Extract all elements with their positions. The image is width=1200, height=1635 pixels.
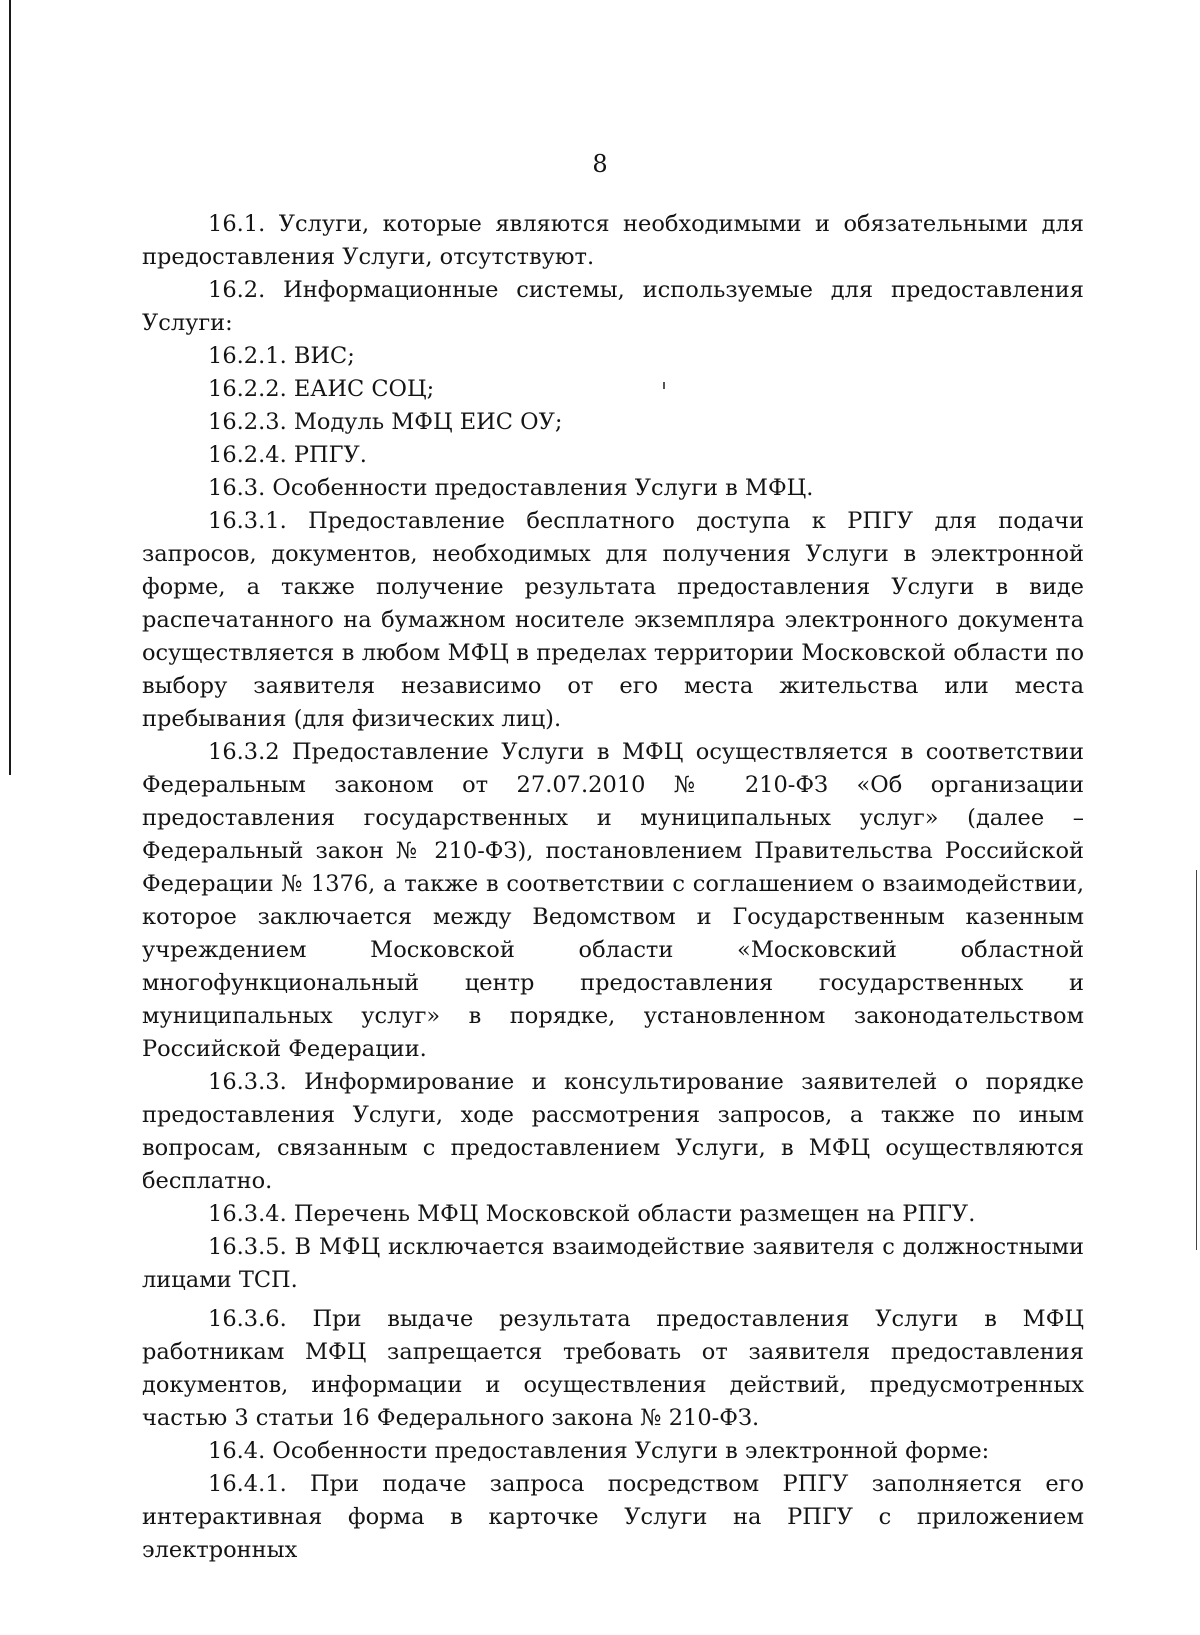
scan-edge-right: [1196, 870, 1197, 1250]
paragraph-16-3-5: 16.3.5. В МФЦ исключается взаимодействие заявителя с должностными лицами ТСП.: [142, 1234, 1084, 1293]
paragraph-16-3-6: 16.3.6. При выдаче результата предоставления Услуги в МФЦ работникам МФЦ запрещается требовать от заявителя предоставления документов, информации и осуществления действий, предусмотренных частью 3 статьи 16 Федерального закона № 210-ФЗ.: [142, 1306, 1084, 1431]
paragraph-16-3-4: 16.3.4. Перечень МФЦ Московской области размещен на РПГУ.: [208, 1201, 976, 1227]
paragraph-16-1: 16.1. Услуги, которые являются необходимыми и обязательными для предоставления Услуги, отсутствуют.: [142, 211, 1084, 270]
page-number: 8: [592, 150, 608, 178]
paragraph-16-4-1: 16.4.1. При подаче запроса посредством РПГУ заполняется его интерактивная форма в карточке Услуги на РПГУ с приложением электронных: [142, 1471, 1084, 1563]
paragraph-16-3-1: 16.3.1. Предоставление бесплатного доступа к РПГУ для подачи запросов, документов, необходимых для получения Услуги в электронной форме, а также получение результата предоставления Услуги в виде распечатанного на бумажном носителе экземпляра электронного документа осуществляется в любом МФЦ в пределах территории Московской области по выбору заявителя независимо от его места жительства или места пребывания (для физических лиц).: [142, 508, 1084, 732]
paragraph-16-3: 16.3. Особенности предоставления Услуги в МФЦ.: [208, 475, 814, 501]
paragraph-16-2-3: 16.2.3. Модуль МФЦ ЕИС ОУ;: [208, 409, 563, 435]
paragraph-16-2-1: 16.2.1. ВИС;: [208, 343, 355, 369]
paragraph-16-4: 16.4. Особенности предоставления Услуги в электронной форме:: [208, 1438, 990, 1464]
paragraph-16-2-4: 16.2.4. РПГУ.: [208, 442, 367, 468]
paragraph-16-2-2: 16.2.2. ЕАИС СОЦ;: [208, 376, 435, 402]
paragraph-16-3-3: 16.3.3. Информирование и консультирование заявителей о порядке предоставления Услуги, ходе рассмотрения запросов, а также по иным вопросам, связанным с предоставлением Услуги, в МФЦ осуществляются бесплатно.: [142, 1069, 1084, 1194]
paragraph-16-3-2: 16.3.2 Предоставление Услуги в МФЦ осуществляется в соответствии Федеральным законом от 27.07.2010 № 210-ФЗ «Об организации предоставления государственных и муниципальных услуг» (далее – Федеральный закон № 210-ФЗ), постановлением Правительства Российской Федерации № 1376, а также в соответствии с соглашением о взаимодействии, которое заключается между Ведомством и Государственным казенным учреждением Московской области «Московский областной многофункциональный центр предоставления государственных и муниципальных услуг» в порядке, установленном законодательством Российской Федерации.: [142, 739, 1084, 1062]
scan-edge-left: [9, 0, 11, 775]
paragraph-16-2: 16.2. Информационные системы, используемые для предоставления Услуги:: [142, 277, 1084, 336]
document-body: [142, 208, 1084, 1567]
